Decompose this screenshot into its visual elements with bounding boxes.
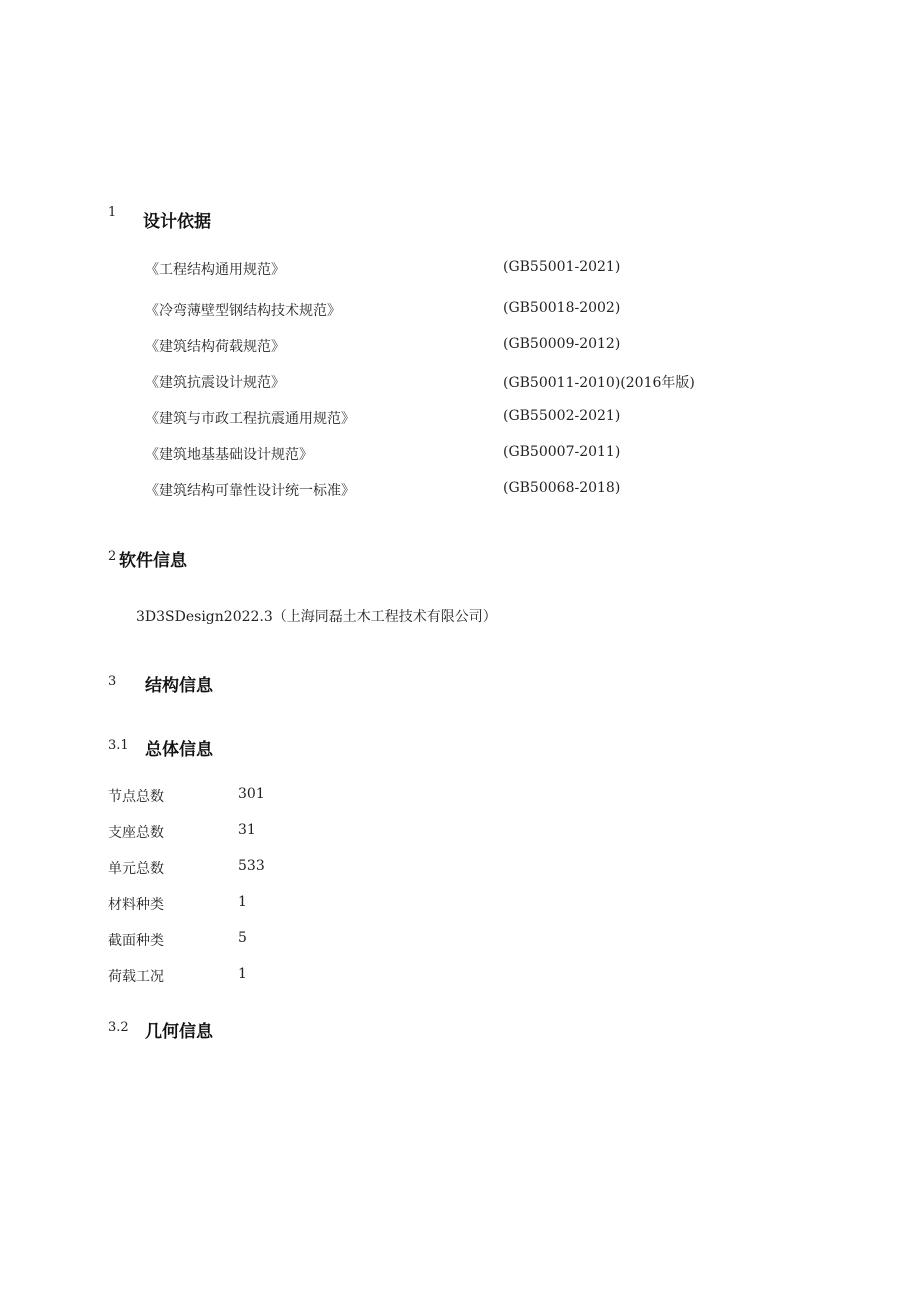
standard-code: (GB55001-2021): [503, 259, 621, 275]
standard-code: (GB50018-2002): [503, 300, 621, 316]
overview-value: 533: [238, 858, 265, 874]
standard-name: 《建筑抗震设计规范》: [145, 375, 285, 391]
standard-code: (GB50007-2011): [503, 444, 621, 460]
section-3-1-number: 3.1: [108, 738, 129, 753]
section-3-2-title: 几何信息: [145, 1022, 213, 1042]
section-3-2-number: 3.2: [108, 1020, 129, 1035]
overview-value: 31: [238, 822, 256, 838]
standard-code: (GB50068-2018): [503, 480, 621, 496]
software-info: 3D3SDesign2022.3（上海同磊土木工程技术有限公司）: [136, 609, 497, 625]
overview-label: 荷载工况: [108, 969, 164, 985]
overview-label: 截面种类: [108, 933, 164, 949]
overview-label: 材料种类: [108, 897, 164, 913]
overview-value: 5: [238, 930, 247, 946]
standard-code: (GB55002-2021): [503, 408, 621, 424]
standard-name: 《冷弯薄壁型钢结构技术规范》: [145, 303, 341, 319]
section-1-title: 设计依据: [143, 212, 211, 232]
standard-code: (GB50009-2012): [503, 336, 621, 352]
standard-name: 《建筑与市政工程抗震通用规范》: [145, 411, 355, 427]
standard-name: 《建筑地基基础设计规范》: [145, 447, 313, 463]
overview-label: 节点总数: [108, 789, 164, 805]
section-3-1-title: 总体信息: [145, 740, 213, 760]
overview-value: 301: [238, 786, 265, 802]
standard-code: (GB50011-2010)(2016年版): [503, 375, 695, 391]
section-1-number: 1: [108, 205, 117, 220]
overview-label: 单元总数: [108, 861, 164, 877]
section-3-number: 3: [108, 674, 117, 689]
overview-label: 支座总数: [108, 825, 164, 841]
section-2-number: 2: [108, 549, 117, 564]
section-2-title: 软件信息: [119, 551, 187, 571]
section-3-title: 结构信息: [145, 676, 213, 696]
standard-name: 《建筑结构可靠性设计统一标准》: [145, 483, 355, 499]
overview-value: 1: [238, 894, 247, 910]
standard-name: 《工程结构通用规范》: [145, 262, 285, 278]
overview-value: 1: [238, 966, 247, 982]
standard-name: 《建筑结构荷载规范》: [145, 339, 285, 355]
